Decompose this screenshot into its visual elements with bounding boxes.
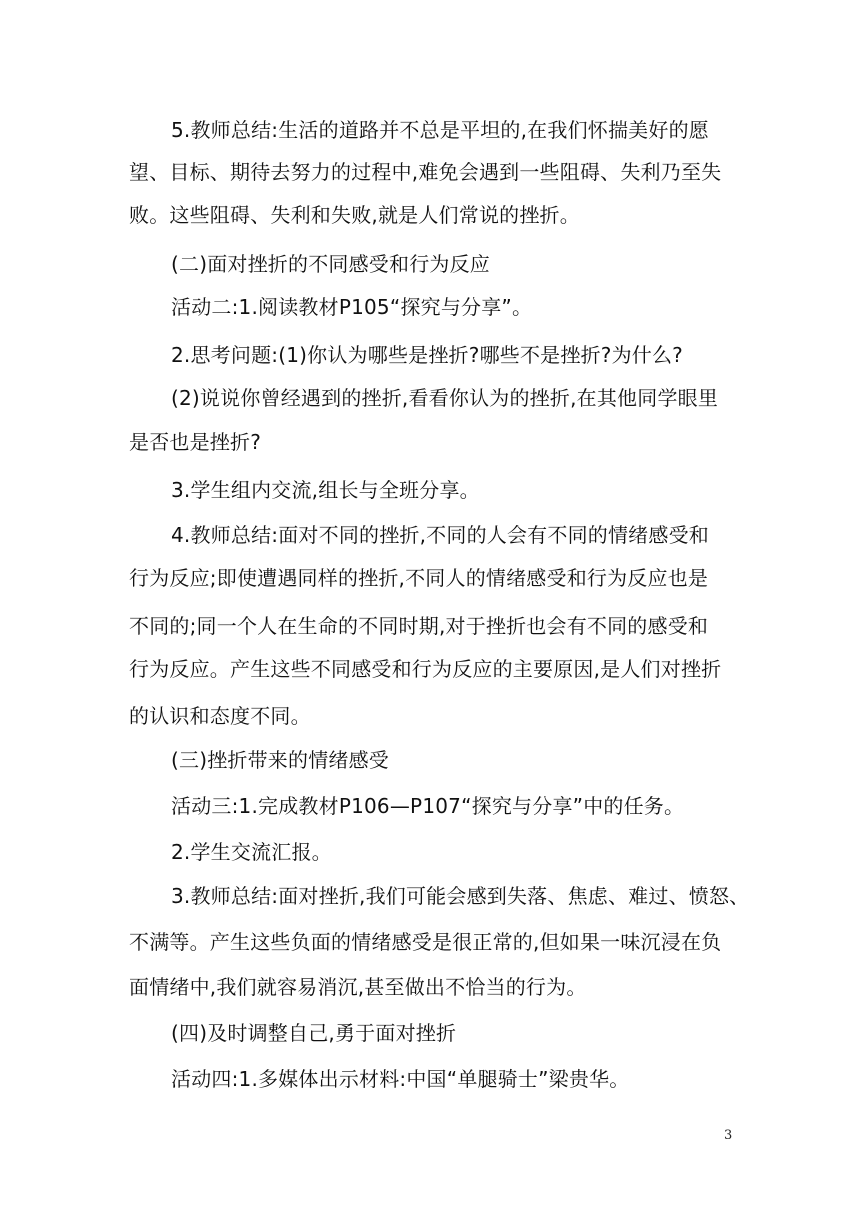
paragraph-line: 的认识和态度不同。: [129, 704, 311, 728]
paragraph-line: 活动二:1.阅读教材P105“探究与分享”。: [171, 295, 533, 319]
paragraph-line: 不同的;同一个人在生命的不同时期,对于挫折也会有不同的感受和: [129, 614, 709, 638]
paragraph-line: 3.教师总结:面对挫折,我们可能会感到失落、焦虑、难过、愤怒、: [171, 884, 750, 908]
paragraph-line: (2)说说你曾经遇到的挫折,看看你认为的挫折,在其他同学眼里: [171, 386, 719, 410]
section-heading: (三)挫折带来的情绪感受: [171, 748, 390, 772]
paragraph-line: 不满等。产生这些负面的情绪感受是很正常的,但如果一味沉浸在负: [129, 930, 722, 954]
paragraph-line: 面情绪中,我们就容易消沉,甚至做出不恰当的行为。: [129, 975, 587, 999]
paragraph-line: 2.思考问题:(1)你认为哪些是挫折?哪些不是挫折?为什么?: [171, 343, 683, 367]
paragraph-line: 活动三:1.完成教材P106—P107“探究与分享”中的任务。: [171, 794, 685, 818]
paragraph-line: 5.教师总结:生活的道路并不总是平坦的,在我们怀揣美好的愿: [171, 118, 709, 142]
page-number: 3: [724, 1128, 733, 1143]
paragraph-line: 活动四:1.多媒体出示材料:中国“单腿骑士”梁贵华。: [171, 1067, 630, 1091]
paragraph-line: 望、目标、期待去努力的过程中,难免会遇到一些阻碍、失利乃至失: [129, 160, 722, 184]
paragraph-line: 3.学生组内交流,组长与全班分享。: [171, 478, 480, 502]
section-heading: (二)面对挫折的不同感受和行为反应: [171, 252, 491, 276]
paragraph-line: 行为反应;即使遭遇同样的挫折,不同人的情绪感受和行为反应也是: [129, 566, 709, 590]
paragraph-line: 行为反应。产生这些不同感受和行为反应的主要原因,是人们对挫折: [129, 657, 722, 681]
paragraph-line: 4.教师总结:面对不同的挫折,不同的人会有不同的情绪感受和: [171, 523, 709, 547]
paragraph-line: 是否也是挫折?: [129, 430, 262, 454]
section-heading: (四)及时调整自己,勇于面对挫折: [171, 1021, 457, 1045]
paragraph-line: 败。这些阻碍、失利和失败,就是人们常说的挫折。: [129, 203, 580, 227]
paragraph-line: 2.学生交流汇报。: [171, 840, 332, 864]
